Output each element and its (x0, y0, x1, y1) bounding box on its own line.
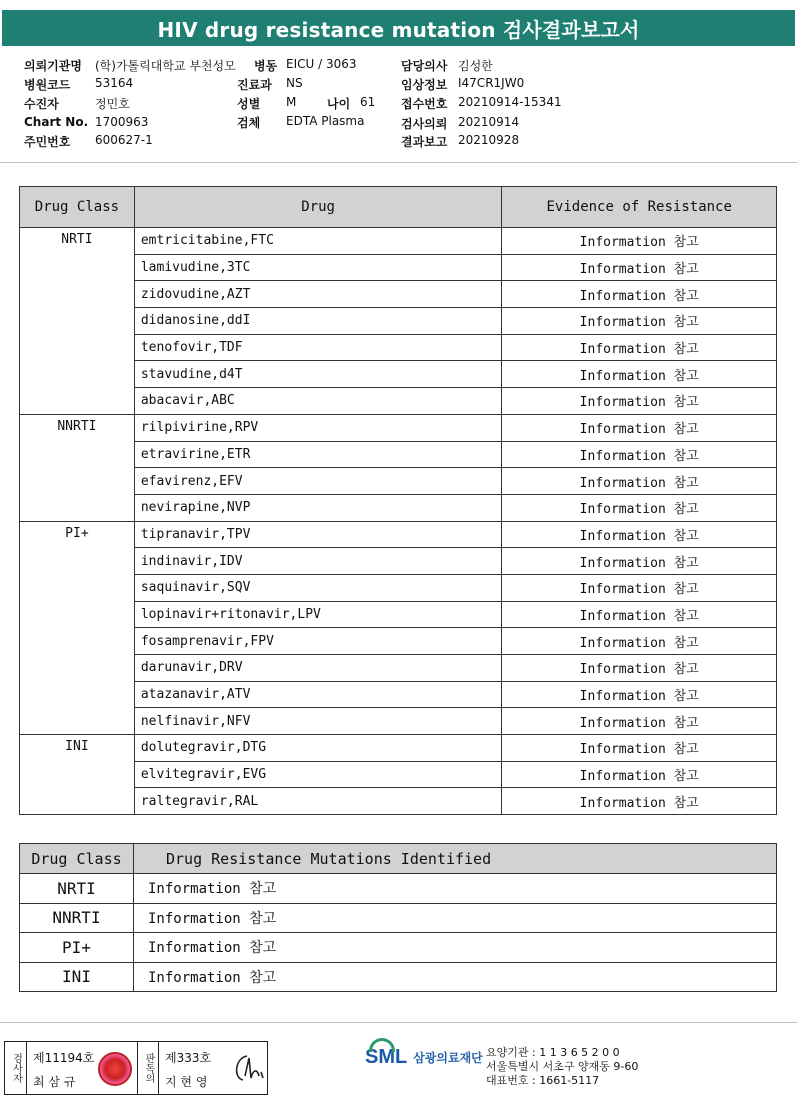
mutation-value-cell: Information 참고 (134, 874, 777, 904)
age-label: 나이 (327, 97, 351, 111)
mutation-class-cell: INI (20, 962, 134, 992)
specimen-label: 검체 (237, 116, 261, 130)
hospital-code-label: 병원코드 (24, 78, 71, 92)
evidence-cell: Information 참고 (502, 361, 777, 388)
drug-cell: saquinavir,SQV (134, 574, 502, 601)
ward-label: 병동 (254, 59, 278, 73)
mutation-class-cell: NRTI (20, 874, 134, 904)
patient-label: 수진자 (24, 97, 59, 111)
reviewer-name: 지 현 영 (165, 1075, 208, 1089)
patient-name: 정민호 (95, 97, 130, 111)
signature (227, 1048, 267, 1088)
evidence-cell: Information 참고 (502, 601, 777, 628)
mutation-row (20, 903, 777, 933)
evidence-cell: Information 참고 (502, 761, 777, 788)
mutation-class-cell: PI+ (20, 933, 134, 963)
header-drug-class: Drug Class (20, 187, 135, 228)
divider (0, 162, 797, 163)
drug-cell: nevirapine,NVP (134, 494, 502, 521)
seal-stamp (98, 1052, 132, 1086)
clinical-info-label: 임상정보 (401, 78, 448, 92)
drug-cell: rilpivirine,RPV (134, 414, 502, 441)
evidence-cell: Information 참고 (502, 708, 777, 735)
examiner-name: 최 삼 규 (33, 1075, 76, 1089)
resident-no-label: 주민번호 (24, 135, 71, 149)
mutation-class-cell: NNRTI (20, 903, 134, 933)
drug-class-cell: INI (20, 735, 135, 815)
drug-cell: etravirine,ETR (134, 441, 502, 468)
drug-cell: emtricitabine,FTC (134, 228, 502, 255)
foundation-name: 삼광의료재단 (413, 1051, 483, 1065)
receipt-no-label: 접수번호 (401, 97, 448, 111)
mutation-table (19, 843, 777, 992)
drug-cell: dolutegravir,DTG (134, 735, 502, 762)
result-report-label: 결과보고 (401, 135, 448, 149)
hospital-code: 53164 (95, 76, 134, 90)
evidence-cell: Information 참고 (502, 574, 777, 601)
reviewer-label (137, 1042, 159, 1094)
drug-cell: fosamprenavir,FPV (134, 628, 502, 655)
footer-divider (0, 1022, 797, 1023)
drug-cell: indinavir,IDV (134, 548, 502, 575)
drug-class-cell: NNRTI (20, 414, 135, 521)
table-row (20, 521, 777, 548)
phone: 대표번호 : 1661-5117 (486, 1074, 600, 1087)
drug-cell: zidovudine,AZT (134, 281, 502, 308)
age: 61 (360, 95, 376, 109)
logo-arc (369, 1038, 395, 1052)
drug-cell: efavirenz,EFV (134, 468, 502, 495)
mutation-row (20, 933, 777, 963)
drug-cell: abacavir,ABC (134, 388, 502, 415)
sml-logo (365, 1046, 483, 1069)
requesting-institution: (학)가톨릭대학교 부천성모 (95, 59, 236, 73)
drug-cell: raltegravir,RAL (134, 788, 502, 815)
drug-cell: nelfinavir,NFV (134, 708, 502, 735)
clinical-info: I47CR1JW0 (458, 76, 525, 90)
evidence-cell: Information 참고 (502, 735, 777, 762)
test-request-label: 검사의뢰 (401, 117, 448, 131)
drug-class-cell: NRTI (20, 228, 135, 415)
drug-cell: atazanavir,ATV (134, 681, 502, 708)
mutation-value-cell: Information 참고 (134, 903, 777, 933)
drug-cell: tenofovir,TDF (134, 334, 502, 361)
chart-no: 1700963 (95, 115, 149, 129)
examiner-label (5, 1042, 27, 1094)
resistance-table (19, 186, 777, 815)
evidence-cell: Information 참고 (502, 548, 777, 575)
sml-logo-mark (365, 1046, 407, 1069)
department: NS (286, 76, 303, 90)
drug-cell: lopinavir+ritonavir,LPV (134, 601, 502, 628)
reviewer-no: 제333호 (165, 1051, 212, 1065)
doctor: 김성한 (458, 59, 493, 73)
organization-info (486, 1046, 638, 1088)
evidence-cell: Information 참고 (502, 334, 777, 361)
mutation-row (20, 874, 777, 904)
evidence-cell: Information 참고 (502, 494, 777, 521)
department-label: 진료과 (237, 78, 272, 92)
mutation-row (20, 962, 777, 992)
evidence-cell: Information 참고 (502, 414, 777, 441)
drug-cell: darunavir,DRV (134, 655, 502, 682)
mutation-value-cell: Information 참고 (134, 933, 777, 963)
sml-logo-text: SML (365, 1046, 408, 1068)
evidence-cell: Information 참고 (502, 388, 777, 415)
evidence-cell: Information 참고 (502, 468, 777, 495)
care-institution: 요양기관 : 1 1 3 6 5 2 0 0 (486, 1046, 620, 1059)
evidence-cell: Information 참고 (502, 308, 777, 335)
test-request-date: 20210914 (458, 115, 520, 129)
mutation-value-cell: Information 참고 (134, 962, 777, 992)
chart-no-label: Chart No. (24, 115, 89, 129)
doctor-label: 담당의사 (401, 59, 448, 73)
drug-cell: didanosine,ddI (134, 308, 502, 335)
result-report-date: 20210928 (458, 133, 520, 147)
ward: EICU / 3063 (286, 57, 357, 71)
header-drug: Drug (134, 187, 502, 228)
evidence-cell: Information 참고 (502, 681, 777, 708)
drug-class-cell: PI+ (20, 521, 135, 735)
evidence-cell: Information 참고 (502, 628, 777, 655)
reviewer-label-text: 판독의 (143, 1053, 154, 1083)
evidence-cell: Information 참고 (502, 228, 777, 255)
evidence-cell: Information 참고 (502, 281, 777, 308)
report-title: HIV drug resistance mutation 검사결과보고서 (2, 10, 795, 46)
mutation-header-mutations: Drug Resistance Mutations Identified (134, 844, 777, 874)
evidence-cell: Information 참고 (502, 254, 777, 281)
drug-cell: elvitegravir,EVG (134, 761, 502, 788)
table-row (20, 228, 777, 255)
evidence-cell: Information 참고 (502, 521, 777, 548)
drug-cell: stavudine,d4T (134, 361, 502, 388)
signature-box (4, 1041, 268, 1095)
examiner-label-text: 검사자 (10, 1053, 22, 1083)
evidence-cell: Information 참고 (502, 441, 777, 468)
mutation-header-class: Drug Class (20, 844, 134, 874)
table-row (20, 735, 777, 762)
address: 서울특별시 서초구 양재동 9-60 (486, 1060, 639, 1073)
header-evidence: Evidence of Resistance (502, 187, 777, 228)
receipt-no: 20210914-15341 (458, 95, 562, 109)
sex: M (286, 95, 297, 109)
drug-cell: lamivudine,3TC (134, 254, 502, 281)
specimen: EDTA Plasma (286, 114, 365, 128)
drug-cell: tipranavir,TPV (134, 521, 502, 548)
table-row (20, 414, 777, 441)
examiner-no: 제11194호 (33, 1051, 95, 1065)
sex-label: 성별 (237, 97, 261, 111)
requesting-institution-label: 의뢰기관명 (24, 59, 82, 73)
evidence-cell: Information 참고 (502, 655, 777, 682)
patient-info (0, 55, 797, 155)
resident-no: 600627-1 (95, 133, 153, 147)
evidence-cell: Information 참고 (502, 788, 777, 815)
